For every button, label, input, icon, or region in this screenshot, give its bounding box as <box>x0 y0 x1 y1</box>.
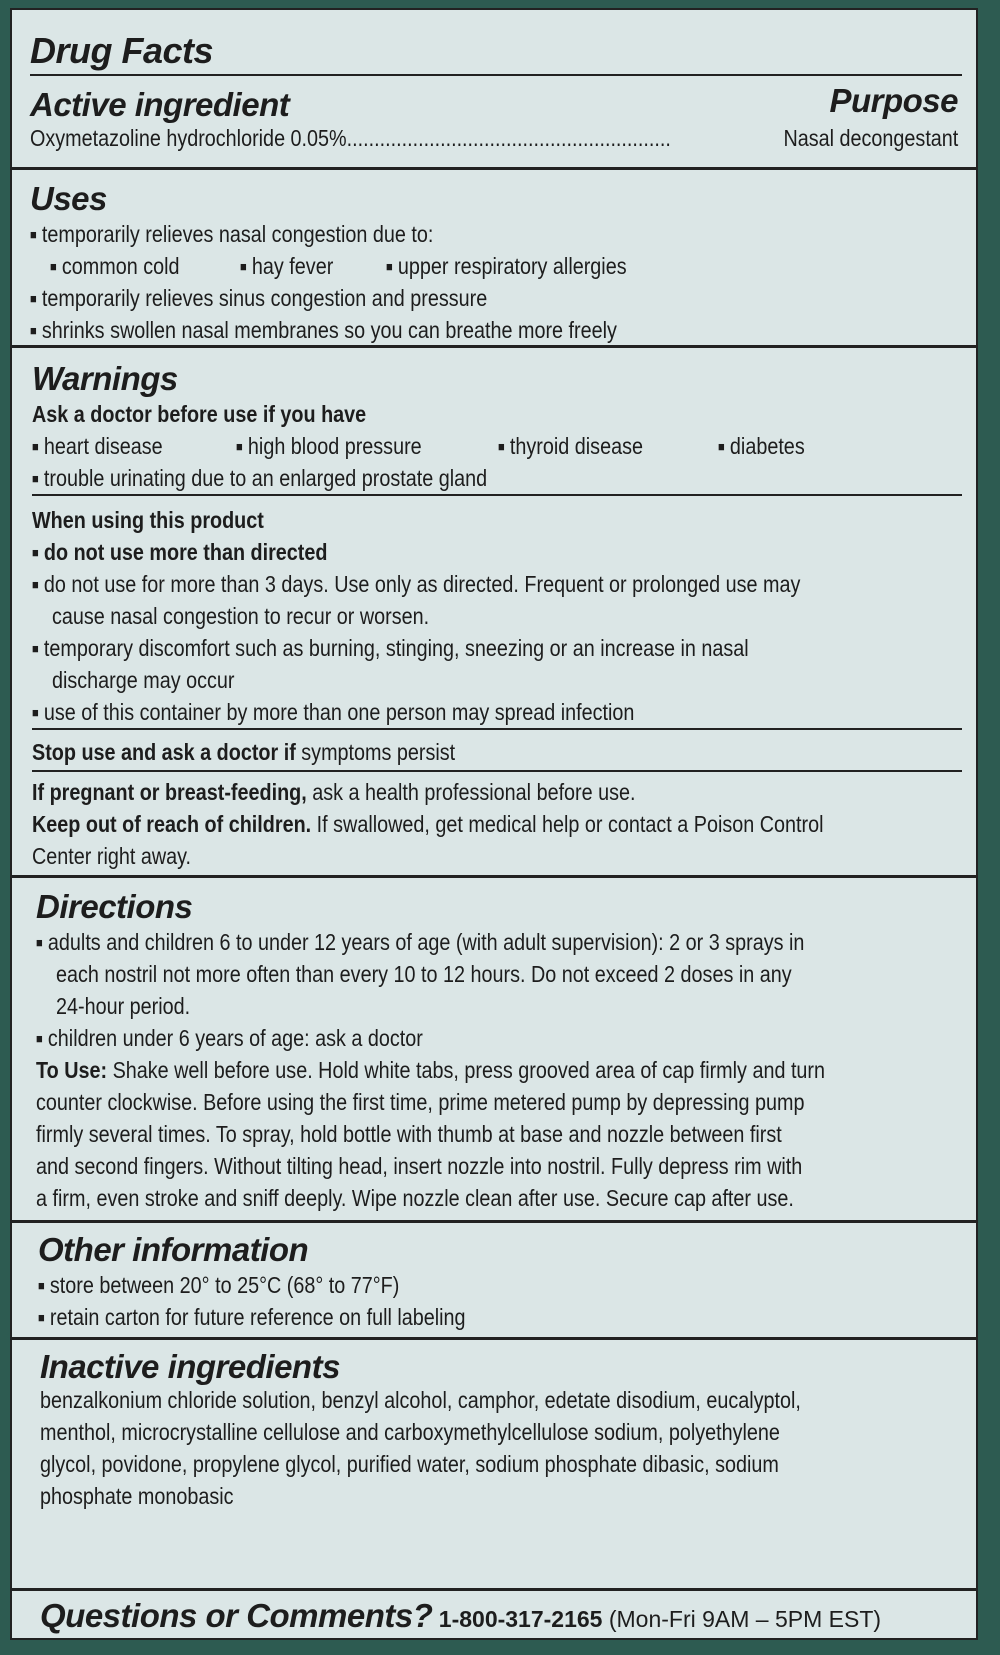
when-using-item: ■ do not use more than directed <box>32 536 376 572</box>
questions-line <box>40 1597 881 1635</box>
condition-item: ■ heart disease <box>32 430 184 466</box>
uses-subitem: ■ common cold <box>50 250 201 286</box>
warnings-rule <box>32 494 962 496</box>
other-info-item: ■ retain carton for future reference on full labeling <box>38 1301 535 1337</box>
inactive-section <box>12 1337 976 1517</box>
phone-number: 1-800-317-2165 <box>432 1606 603 1632</box>
uses-item: ■ temporarily relieves nasal congestion due to: <box>30 218 499 254</box>
keep-out-line: Keep out of reach of children. If swallowed, get medical help or contact a Poison Control <box>32 811 824 837</box>
inactive-heading: Inactive ingredients <box>40 1348 340 1385</box>
uses-subitem: ■ upper respiratory allergies <box>386 250 666 286</box>
uses-subitem: ■ hay fever <box>240 250 348 286</box>
inactive-line: benzalkonium chloride solution, benzyl alcohol, camphor, edetate disodium, eucalyptol, <box>40 1387 801 1413</box>
uses-item: ■ temporarily relieves sinus congestion and pressure <box>30 282 562 318</box>
to-use-line: and second fingers. Without tilting head, insert nozzle into nostril. Fully depress rim with <box>36 1153 803 1179</box>
condition-item: ■ diabetes <box>718 430 819 466</box>
other-info-item: ■ store between 20° to 25°C (68° to 77°F) <box>38 1269 458 1305</box>
questions-section <box>12 1588 976 1638</box>
when-using-heading: When using this product <box>32 507 264 533</box>
header-section <box>12 10 976 167</box>
active-ingredient-line <box>30 122 775 154</box>
drug-facts-panel <box>10 8 978 1640</box>
other-info-section <box>12 1220 976 1337</box>
phone-hours: (Mon-Fri 9AM – 5PM EST) <box>602 1606 882 1632</box>
drug-facts-title: Drug Facts <box>30 30 214 71</box>
questions-heading: Questions or Comments? <box>40 1597 433 1634</box>
uses-section <box>12 167 976 345</box>
condition-item: ■ thyroid disease <box>498 430 667 466</box>
when-using-item: ■ do not use for more than 3 days. Use only as directed. Frequent or prolonged use may <box>32 568 925 604</box>
inactive-line: phosphate monobasic <box>40 1483 234 1509</box>
warnings-section <box>12 345 976 875</box>
to-use-line: To Use: Shake well before use. Hold white tabs, press grooved area of cap firmly and turn <box>36 1057 826 1083</box>
inactive-line: menthol, microcrystalline cellulose and carboxymethylcellulose sodium, polyethylene <box>40 1419 780 1445</box>
leader-dots: ........................................................... <box>346 125 671 151</box>
when-using-item-cont: cause nasal congestion to recur or worsen. <box>52 603 430 629</box>
when-using-item-cont: discharge may occur <box>52 667 235 693</box>
when-using-item: ■ temporary discomfort such as burning, stinging, sneezing or an increase in nasal <box>32 632 865 668</box>
to-use-line: counter clockwise. Before using the first time, prime metered pump by depressing pump <box>36 1089 805 1115</box>
uses-item: ■ shrinks swollen nasal membranes so you can breathe more freely <box>30 314 712 350</box>
to-use-line: firmly several times. To spray, hold bottle with thumb at base and nozzle between first <box>36 1121 782 1147</box>
directions-item: ■ children under 6 years of age: ask a doctor <box>36 1022 486 1058</box>
keep-out-line-cont: Center right away. <box>32 843 192 869</box>
condition-item: ■ trouble urinating due to an enlarged prostate gland <box>32 462 561 498</box>
directions-item-cont: 24-hour period. <box>56 993 191 1019</box>
when-using-item: ■ use of this container by more than one person may spread infection <box>32 696 732 732</box>
active-ingredient-heading: Active ingredient <box>30 86 290 123</box>
pregnancy-line: If pregnant or breast-feeding, ask a health professional before use. <box>32 779 636 805</box>
purpose-heading: Purpose <box>829 82 958 119</box>
to-use-line: a firm, even stroke and sniff deeply. Wipe nozzle clean after use. Secure cap after use. <box>36 1185 794 1211</box>
warnings-heading: Warnings <box>32 360 178 397</box>
other-info-heading: Other information <box>38 1231 309 1268</box>
directions-heading: Directions <box>36 888 193 925</box>
ingredient-name: Oxymetazoline hydrochloride 0.05% <box>30 125 347 151</box>
inactive-line: glycol, povidone, propylene glycol, purified water, sodium phosphate dibasic, sodium <box>40 1451 779 1477</box>
directions-item: ■ adults and children 6 to under 12 years of age (with adult supervision): 2 or 3 sprays in <box>36 926 929 962</box>
directions-item-cont: each nostril not more often than every 10 to 12 hours. Do not exceed 2 doses in any <box>56 961 792 987</box>
warnings-rule <box>32 728 962 730</box>
purpose-value: Nasal decongestant <box>783 125 958 151</box>
title-rule <box>30 74 962 76</box>
uses-heading: Uses <box>30 180 107 217</box>
warnings-rule <box>32 770 962 772</box>
ask-doctor-heading: Ask a doctor before use if you have <box>32 401 367 427</box>
stop-use-line: Stop use and ask a doctor if symptoms persist <box>32 739 456 765</box>
condition-item: ■ high blood pressure <box>236 430 452 466</box>
